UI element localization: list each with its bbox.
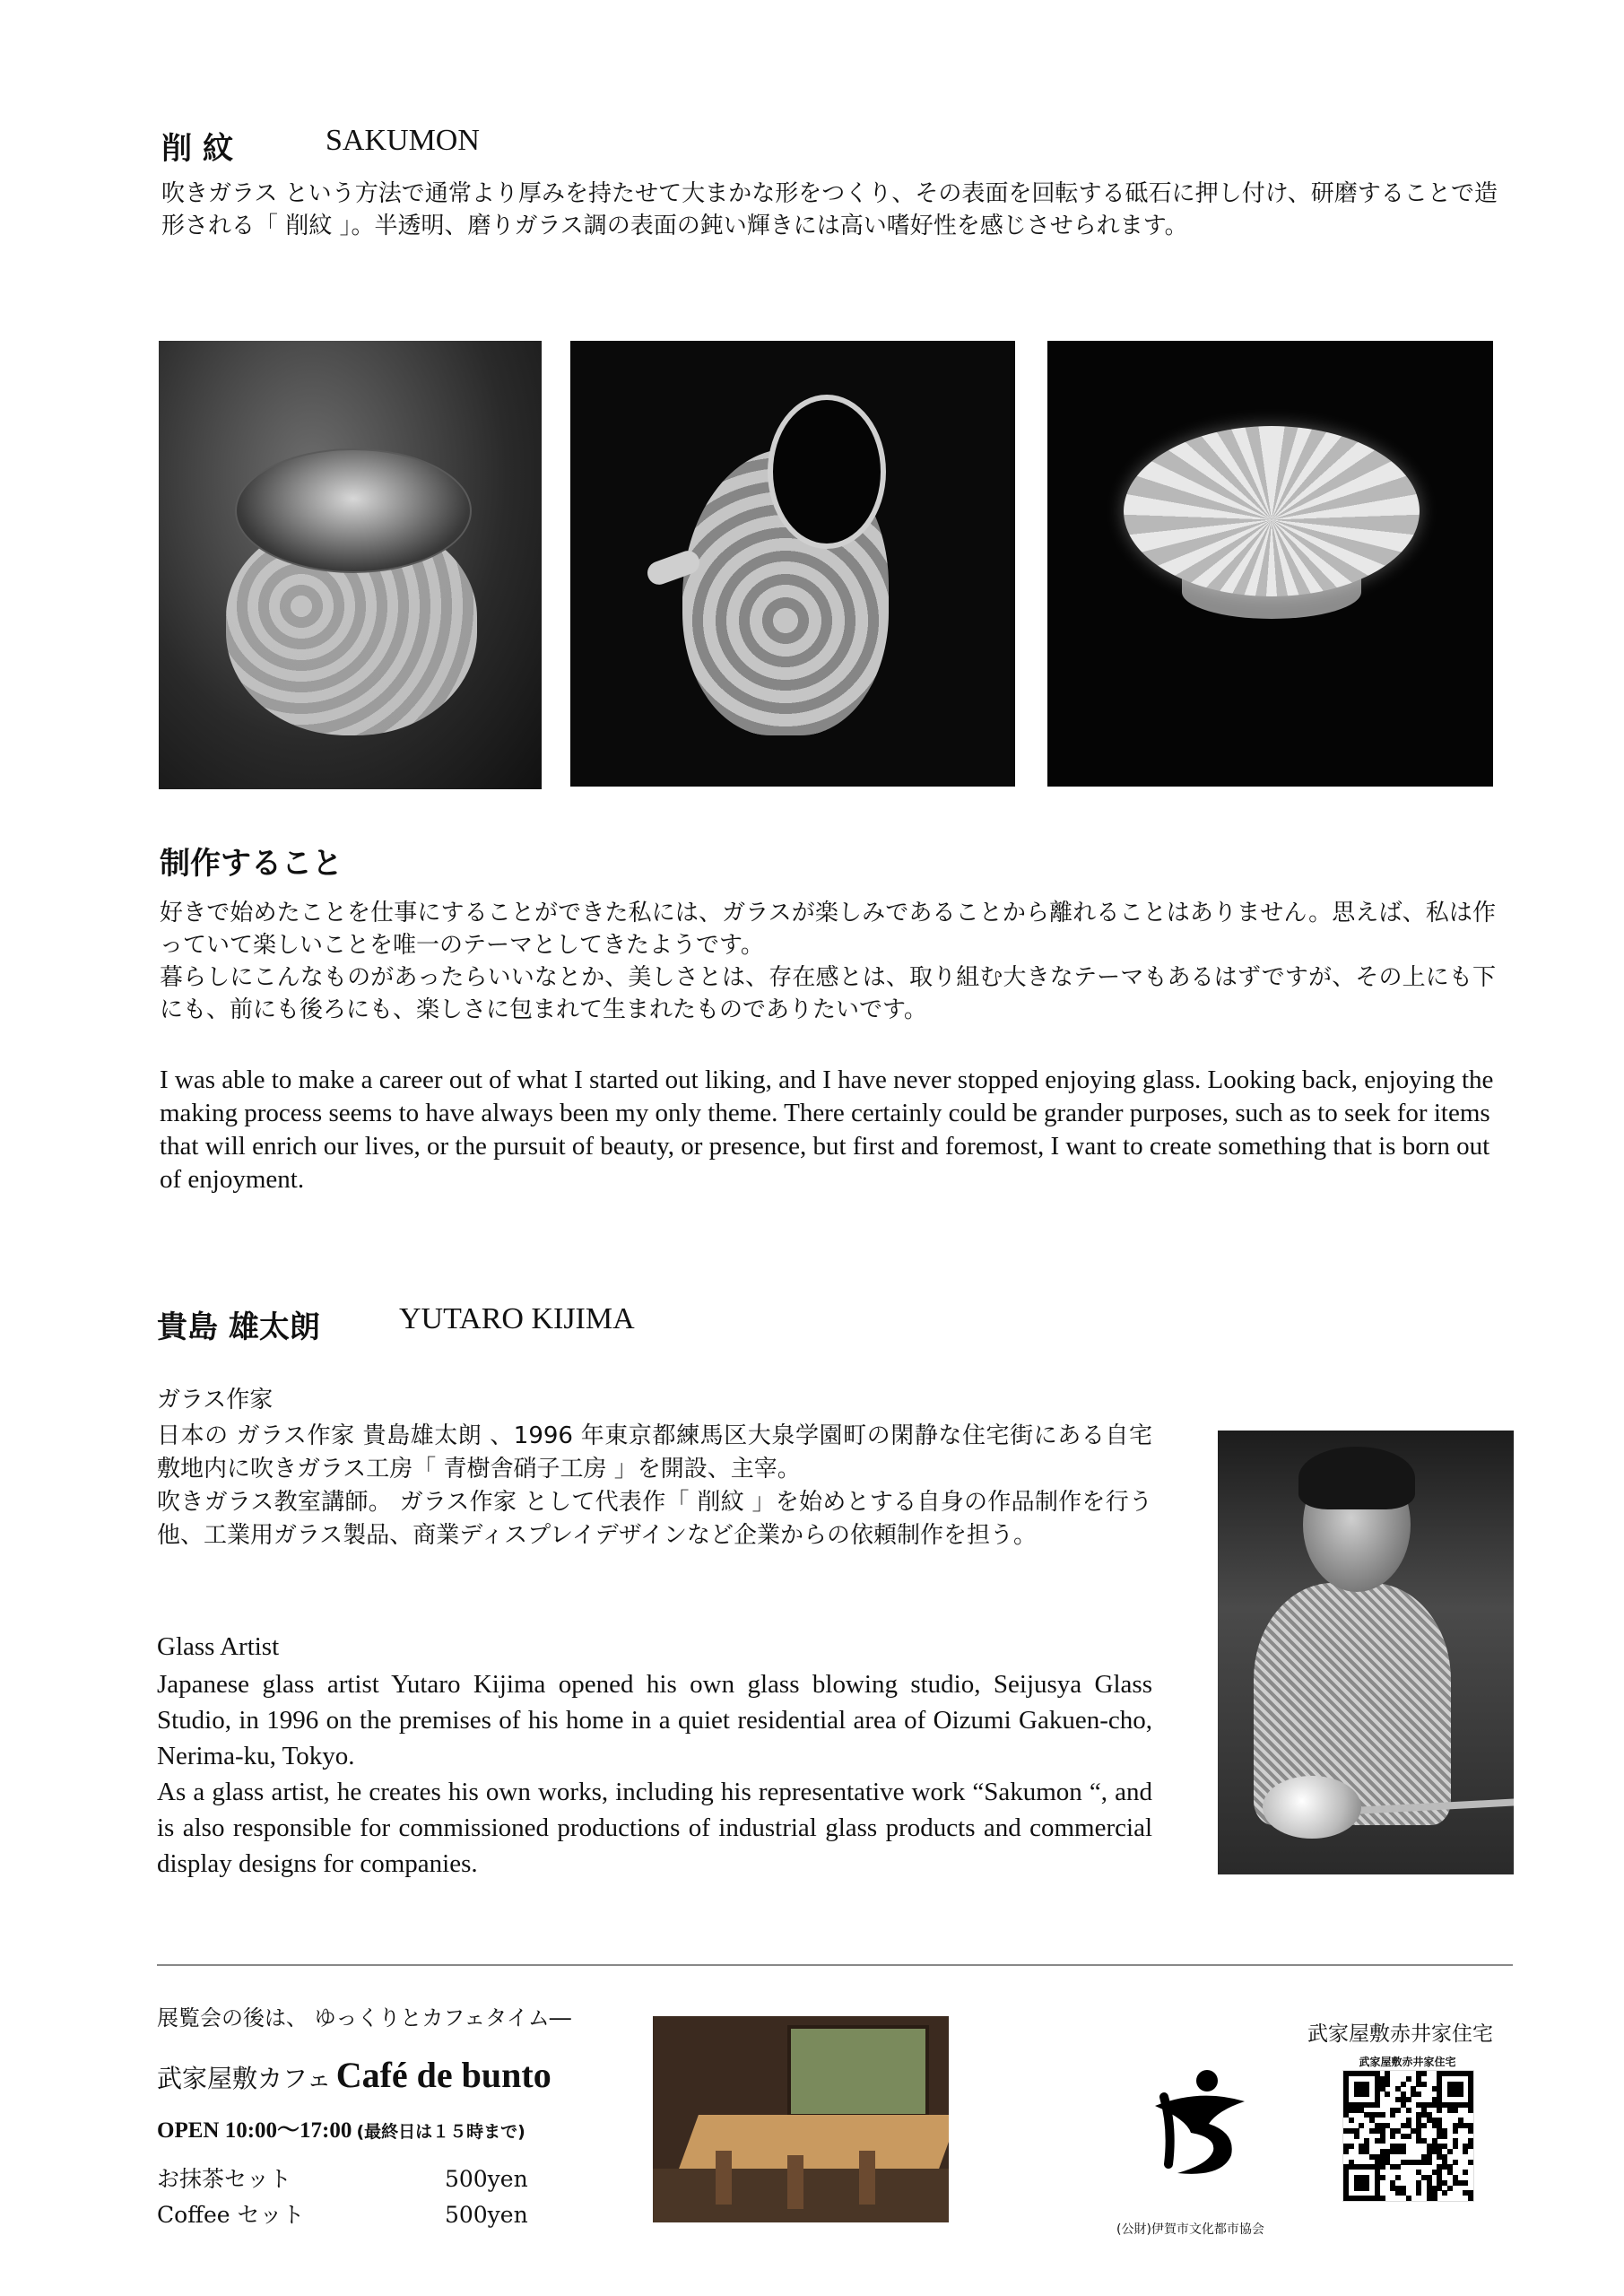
qr-code-icon[interactable]: [1342, 2070, 1474, 2202]
qr-module: [1390, 2112, 1395, 2118]
qr-module: [1416, 2092, 1421, 2097]
qr-module: [1385, 2082, 1390, 2087]
sakumon-paragraph: 吹きガラス という方法で通常より厚みを持たせて大まかな形をつくり、その表面を回転する砥石に押し付け、研磨することで造形される「 削紋 」。半透明、磨りガラス調の表面の鈍い輝きには高い嗜好性を感じさせられます。: [161, 180, 1498, 239]
qr-module: [1453, 2108, 1458, 2113]
photo-jug: [570, 341, 1015, 787]
qr-module: [1380, 2112, 1385, 2118]
qr-module: [1406, 2108, 1411, 2113]
qr-module: [1406, 2097, 1411, 2102]
qr-module: [1395, 2164, 1401, 2170]
qr-module: [1395, 2108, 1401, 2113]
artist-name-en: YUTARO KIJIMA: [399, 1302, 635, 1335]
qr-module: [1375, 2102, 1380, 2108]
sakumon-title-en: SAKUMON: [326, 124, 480, 157]
qr-module: [1453, 2128, 1458, 2134]
cafe-prefix: 武家屋敷カフェ: [157, 2064, 332, 2093]
qr-module: [1447, 2186, 1453, 2191]
qr-module: [1390, 2134, 1395, 2139]
qr-module: [1416, 2190, 1421, 2196]
cafe-chair-shape: [787, 2155, 803, 2209]
qr-module: [1406, 2196, 1411, 2201]
qr-module: [1385, 2092, 1390, 2097]
qr-module: [1401, 2082, 1406, 2087]
qr-module: [1447, 2149, 1453, 2154]
cafe-name: Café de bunto: [335, 2055, 551, 2095]
cafe-title-row: [157, 2054, 551, 2096]
artist-name-jp: 貴島 雄太朗: [157, 1309, 320, 1345]
cafe-hours: OPEN 10:00～17:00: [157, 2118, 352, 2143]
qr-module: [1421, 2082, 1427, 2087]
qr-module: [1453, 2144, 1458, 2149]
cafe-menu-item-2: [157, 2197, 528, 2230]
cafe-window-shape: [787, 2025, 929, 2118]
artist-bio-en-1: Japanese glass artist Yutaro Kijima opened his own glass blowing studio, Seijusya Glass Studio, in 1996 on the premises of his home in a quiet residential area of Oizumi Gakuen-cho, Nerima-ku, Tokyo.: [157, 1670, 1152, 1770]
qr-module: [1463, 2149, 1468, 2154]
menu-item-price: 500yen: [444, 2166, 528, 2192]
artist-hair-shape: [1298, 1447, 1415, 1509]
photo-cafe-interior: [653, 2016, 949, 2222]
artist-role-jp: ガラス作家: [157, 1387, 274, 1413]
qr-module: [1468, 2160, 1473, 2165]
artist-role-en: Glass Artist: [157, 1632, 280, 1661]
qr-module: [1453, 2160, 1458, 2165]
qr-module: [1354, 2134, 1359, 2139]
photo-jar: [159, 341, 542, 789]
qr-module: [1468, 2128, 1473, 2134]
organization-name: (公財)伊賀市文化都市協会: [1116, 2222, 1264, 2237]
qr-module: [1406, 2134, 1411, 2139]
menu-item-name: Coffee セット: [157, 2202, 305, 2228]
jug-opening-shape: [768, 395, 886, 549]
qr-module: [1406, 2076, 1411, 2082]
menu-item-name: お抹茶セット: [157, 2166, 292, 2192]
organization-logo-icon: [1137, 2061, 1263, 2187]
photo-bowl: [1047, 341, 1493, 787]
making-paragraph-jp-1: 好きで始めたことを仕事にすることができた私には、ガラスが楽しみであることから離れることはありません。思えば、私は作っていて楽しいことを唯一のテーマとしてきたようです。: [160, 900, 1496, 959]
qr-module: [1380, 2138, 1385, 2144]
qr-module: [1463, 2170, 1468, 2175]
qr-module: [1359, 2123, 1364, 2128]
qr-module: [1421, 2123, 1427, 2128]
qr-module: [1468, 2144, 1473, 2149]
qr-module: [1468, 2108, 1473, 2113]
jar-lid-shape: [235, 448, 472, 573]
qr-module: [1380, 2164, 1385, 2170]
qr-module: [1421, 2071, 1427, 2076]
qr-module: [1343, 2149, 1349, 2154]
qr-border-label: 武家屋敷赤井家住宅: [1359, 2056, 1456, 2068]
cafe-hours-note: (最終日は１５時まで): [356, 2122, 525, 2142]
artist-bio-jp-2: 吹きガラス教室講師。 ガラス作家 として代表作「 削紋 」を始めとする自身の作品制作を行う他、工業用ガラス製品、商業ディスプレイデザインなど企業からの依頼制作を担う。: [157, 1489, 1152, 1549]
qr-module: [1364, 2186, 1369, 2191]
artist-bio-jp-1: 日本の ガラス作家 貴島雄太朗 、1996 年東京都練馬区大泉学園町の閑静な住宅街にある自宅敷地内に吹きガラス工房「 青樹舎硝子工房 」を開設、主宰。: [157, 1422, 1152, 1483]
qr-module: [1349, 2118, 1354, 2123]
photo-artist-portrait: [1218, 1431, 1514, 1874]
cafe-chair-shape: [859, 2151, 875, 2205]
qr-module: [1380, 2175, 1385, 2180]
qr-module: [1468, 2196, 1473, 2201]
qr-module: [1458, 2092, 1463, 2097]
footer-divider: [157, 1964, 1513, 1966]
artist-bio-en-2: As a glass artist, he creates his own works, including his representative work “Sakumon “, and is also responsible for commissioned productions of industrial glass products and commercial display designs for companies.: [157, 1778, 1152, 1878]
qr-module: [1427, 2160, 1432, 2165]
qr-module: [1364, 2092, 1369, 2097]
qr-module: [1380, 2196, 1385, 2201]
making-paragraph-jp-2: 暮らしにこんなものがあったらいいなとか、美しさとは、存在感とは、取り組む大きなテーマもあるはずですが、その上にも下にも、前にも後ろにも、楽しさに包まれて生まれたものでありたいです。: [160, 964, 1496, 1023]
menu-item-price: 500yen: [444, 2202, 528, 2228]
cafe-menu-item-1: [157, 2161, 528, 2194]
cafe-hours-row: [157, 2112, 525, 2144]
qr-module: [1463, 2180, 1468, 2186]
qr-module: [1349, 2144, 1354, 2149]
qr-module: [1432, 2196, 1437, 2201]
venue-name: 武家屋敷赤井家住宅: [1307, 2022, 1493, 2046]
qr-module: [1442, 2190, 1447, 2196]
qr-module: [1401, 2149, 1406, 2154]
molten-glass-shape: [1263, 1776, 1361, 1839]
cafe-lead: 展覧会の後は、 ゆっくりとカフェタイム―: [157, 2005, 571, 2031]
making-paragraph-en: I was able to make a career out of what I started out liking, and I have never stopped enjoying glass. Looking back, enjoying the making process seems to have always been my only theme. There certainly could be grander purposes, such as to seek for items that will enrich our lives, or the pursuit of beauty, or presence, but first and foremost, I want to create something that is born out of enjoyment.: [160, 1065, 1494, 1194]
qr-module: [1442, 2134, 1447, 2139]
sakumon-title-jp: 削 紋: [161, 131, 233, 167]
qr-module: [1437, 2108, 1442, 2113]
bowl-shape: [1124, 426, 1420, 596]
making-title: 制作すること: [160, 846, 343, 882]
qr-module: [1395, 2175, 1401, 2180]
cafe-chair-shape: [716, 2151, 732, 2205]
